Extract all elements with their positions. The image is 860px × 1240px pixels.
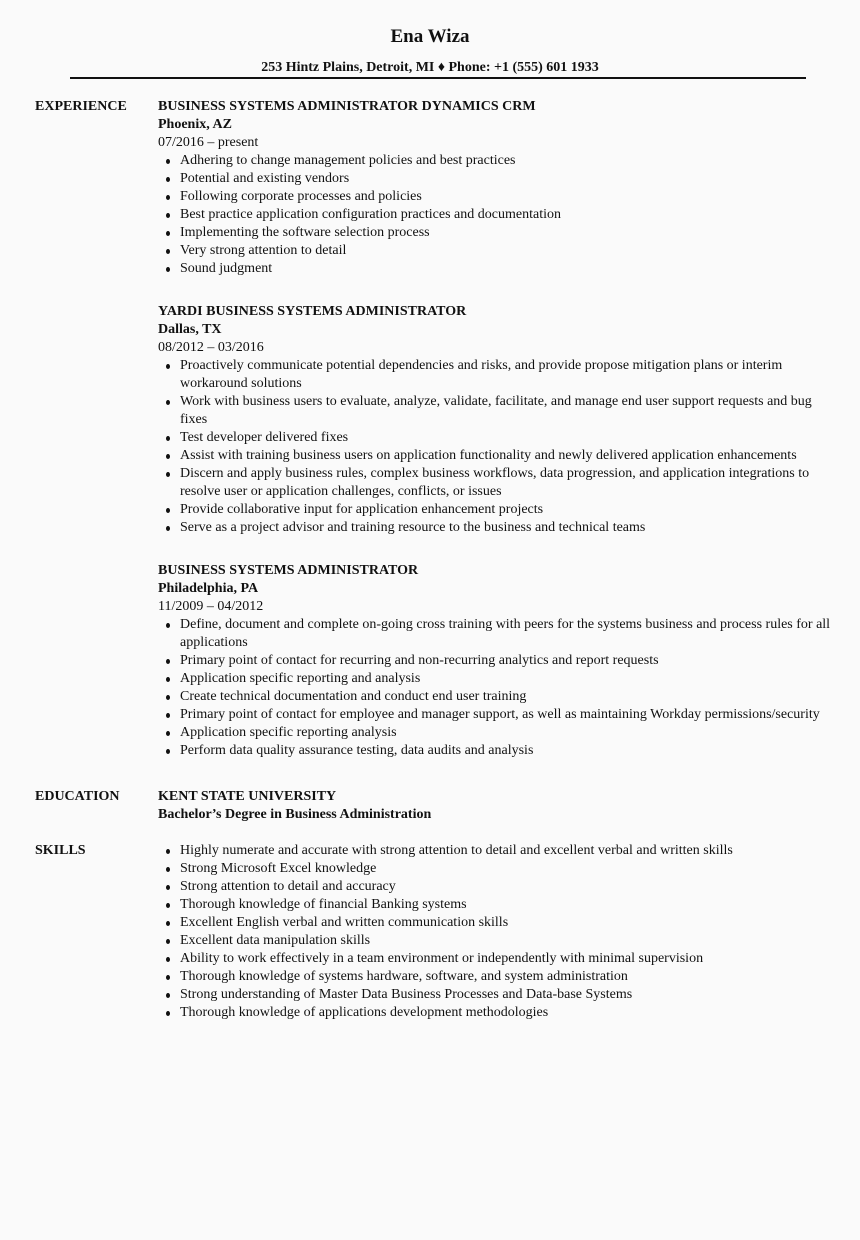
job-bullet: Assist with training business users on application functionality and newly delivered application enhancements bbox=[180, 447, 835, 465]
job-bullet: Define, document and complete on-going cross training with peers for the systems business and process rules for all applications bbox=[180, 616, 835, 652]
job-bullet: Serve as a project advisor and training resource to the business and technical teams bbox=[180, 519, 835, 537]
education-section bbox=[35, 788, 835, 824]
job-title: YARDI BUSINESS SYSTEMS ADMINISTRATOR bbox=[158, 304, 467, 319]
skill-item: Strong understanding of Master Data Business Processes and Data-base Systems bbox=[180, 986, 835, 1004]
experience-section bbox=[35, 98, 835, 760]
job-bullet: Potential and existing vendors bbox=[180, 170, 835, 188]
job-title: BUSINESS SYSTEMS ADMINISTRATOR DYNAMICS CRM bbox=[158, 99, 536, 114]
skill-item: Excellent data manipulation skills bbox=[180, 932, 835, 950]
job-bullet: Application specific reporting and analysis bbox=[180, 670, 835, 688]
job-list bbox=[158, 98, 835, 760]
job-bullet: Create technical documentation and conduct end user training bbox=[180, 688, 835, 706]
job-bullet: Primary point of contact for employee and manager support, as well as maintaining Workday permissions/security bbox=[180, 706, 835, 724]
job-dates: 08/2012 – 03/2016 bbox=[158, 340, 264, 355]
job-bullet: Best practice application configuration practices and documentation bbox=[180, 206, 835, 224]
job-entry bbox=[158, 303, 835, 537]
job-bullet: Primary point of contact for recurring and non-recurring analytics and report requests bbox=[180, 652, 835, 670]
job-bullets bbox=[158, 152, 835, 278]
job-bullet: Perform data quality assurance testing, data audits and analysis bbox=[180, 742, 835, 760]
job-bullet: Test developer delivered fixes bbox=[180, 429, 835, 447]
resume-name: Ena Wiza bbox=[390, 26, 470, 47]
job-bullets bbox=[158, 616, 835, 760]
school-name: KENT STATE UNIVERSITY bbox=[158, 789, 337, 804]
job-title: BUSINESS SYSTEMS ADMINISTRATOR bbox=[158, 563, 419, 578]
degree: Bachelor’s Degree in Business Administration bbox=[158, 807, 432, 822]
job-bullet: Adhering to change management policies and best practices bbox=[180, 152, 835, 170]
job-entry bbox=[158, 98, 835, 278]
skill-item: Ability to work effectively in a team environment or independently with minimal supervision bbox=[180, 950, 835, 968]
skill-item: Strong Microsoft Excel knowledge bbox=[180, 860, 835, 878]
resume-body bbox=[35, 98, 835, 1022]
skill-item: Thorough knowledge of applications development methodologies bbox=[180, 1004, 835, 1022]
skills-list bbox=[158, 842, 835, 1022]
job-location: Dallas, TX bbox=[158, 322, 222, 337]
job-dates: 11/2009 – 04/2012 bbox=[158, 599, 264, 614]
skill-item: Highly numerate and accurate with strong attention to detail and excellent verbal and written skills bbox=[180, 842, 835, 860]
contact-line: 253 Hintz Plains, Detroit, MI ♦ Phone: +1 (555) 601 1933 bbox=[261, 60, 599, 75]
job-bullet: Following corporate processes and policies bbox=[180, 188, 835, 206]
job-bullet: Provide collaborative input for application enhancement projects bbox=[180, 501, 835, 519]
skill-item: Excellent English verbal and written communication skills bbox=[180, 914, 835, 932]
skill-item: Thorough knowledge of systems hardware, software, and system administration bbox=[180, 968, 835, 986]
job-bullet: Work with business users to evaluate, analyze, validate, facilitate, and manage end user support requests and bug fixes bbox=[180, 393, 835, 429]
section-label-education: EDUCATION bbox=[35, 789, 120, 804]
skills-section bbox=[35, 842, 835, 1022]
header-divider bbox=[70, 77, 806, 79]
section-label-experience: EXPERIENCE bbox=[35, 99, 127, 114]
skill-item: Strong attention to detail and accuracy bbox=[180, 878, 835, 896]
job-entry bbox=[158, 562, 835, 760]
job-bullets bbox=[158, 357, 835, 537]
skill-item: Thorough knowledge of financial Banking systems bbox=[180, 896, 835, 914]
job-bullet: Application specific reporting analysis bbox=[180, 724, 835, 742]
job-bullet: Implementing the software selection process bbox=[180, 224, 835, 242]
job-location: Philadelphia, PA bbox=[158, 581, 259, 596]
job-bullet: Very strong attention to detail bbox=[180, 242, 835, 260]
job-location: Phoenix, AZ bbox=[158, 117, 232, 132]
job-dates: 07/2016 – present bbox=[158, 135, 259, 150]
job-bullet: Proactively communicate potential dependencies and risks, and provide propose mitigation plans or interim workaround solutions bbox=[180, 357, 835, 393]
job-bullet: Discern and apply business rules, complex business workflows, data progression, and application integrations to resolve user or application challenges, conflicts, or issues bbox=[180, 465, 835, 501]
job-bullet: Sound judgment bbox=[180, 260, 835, 278]
section-label-skills: SKILLS bbox=[35, 843, 86, 858]
